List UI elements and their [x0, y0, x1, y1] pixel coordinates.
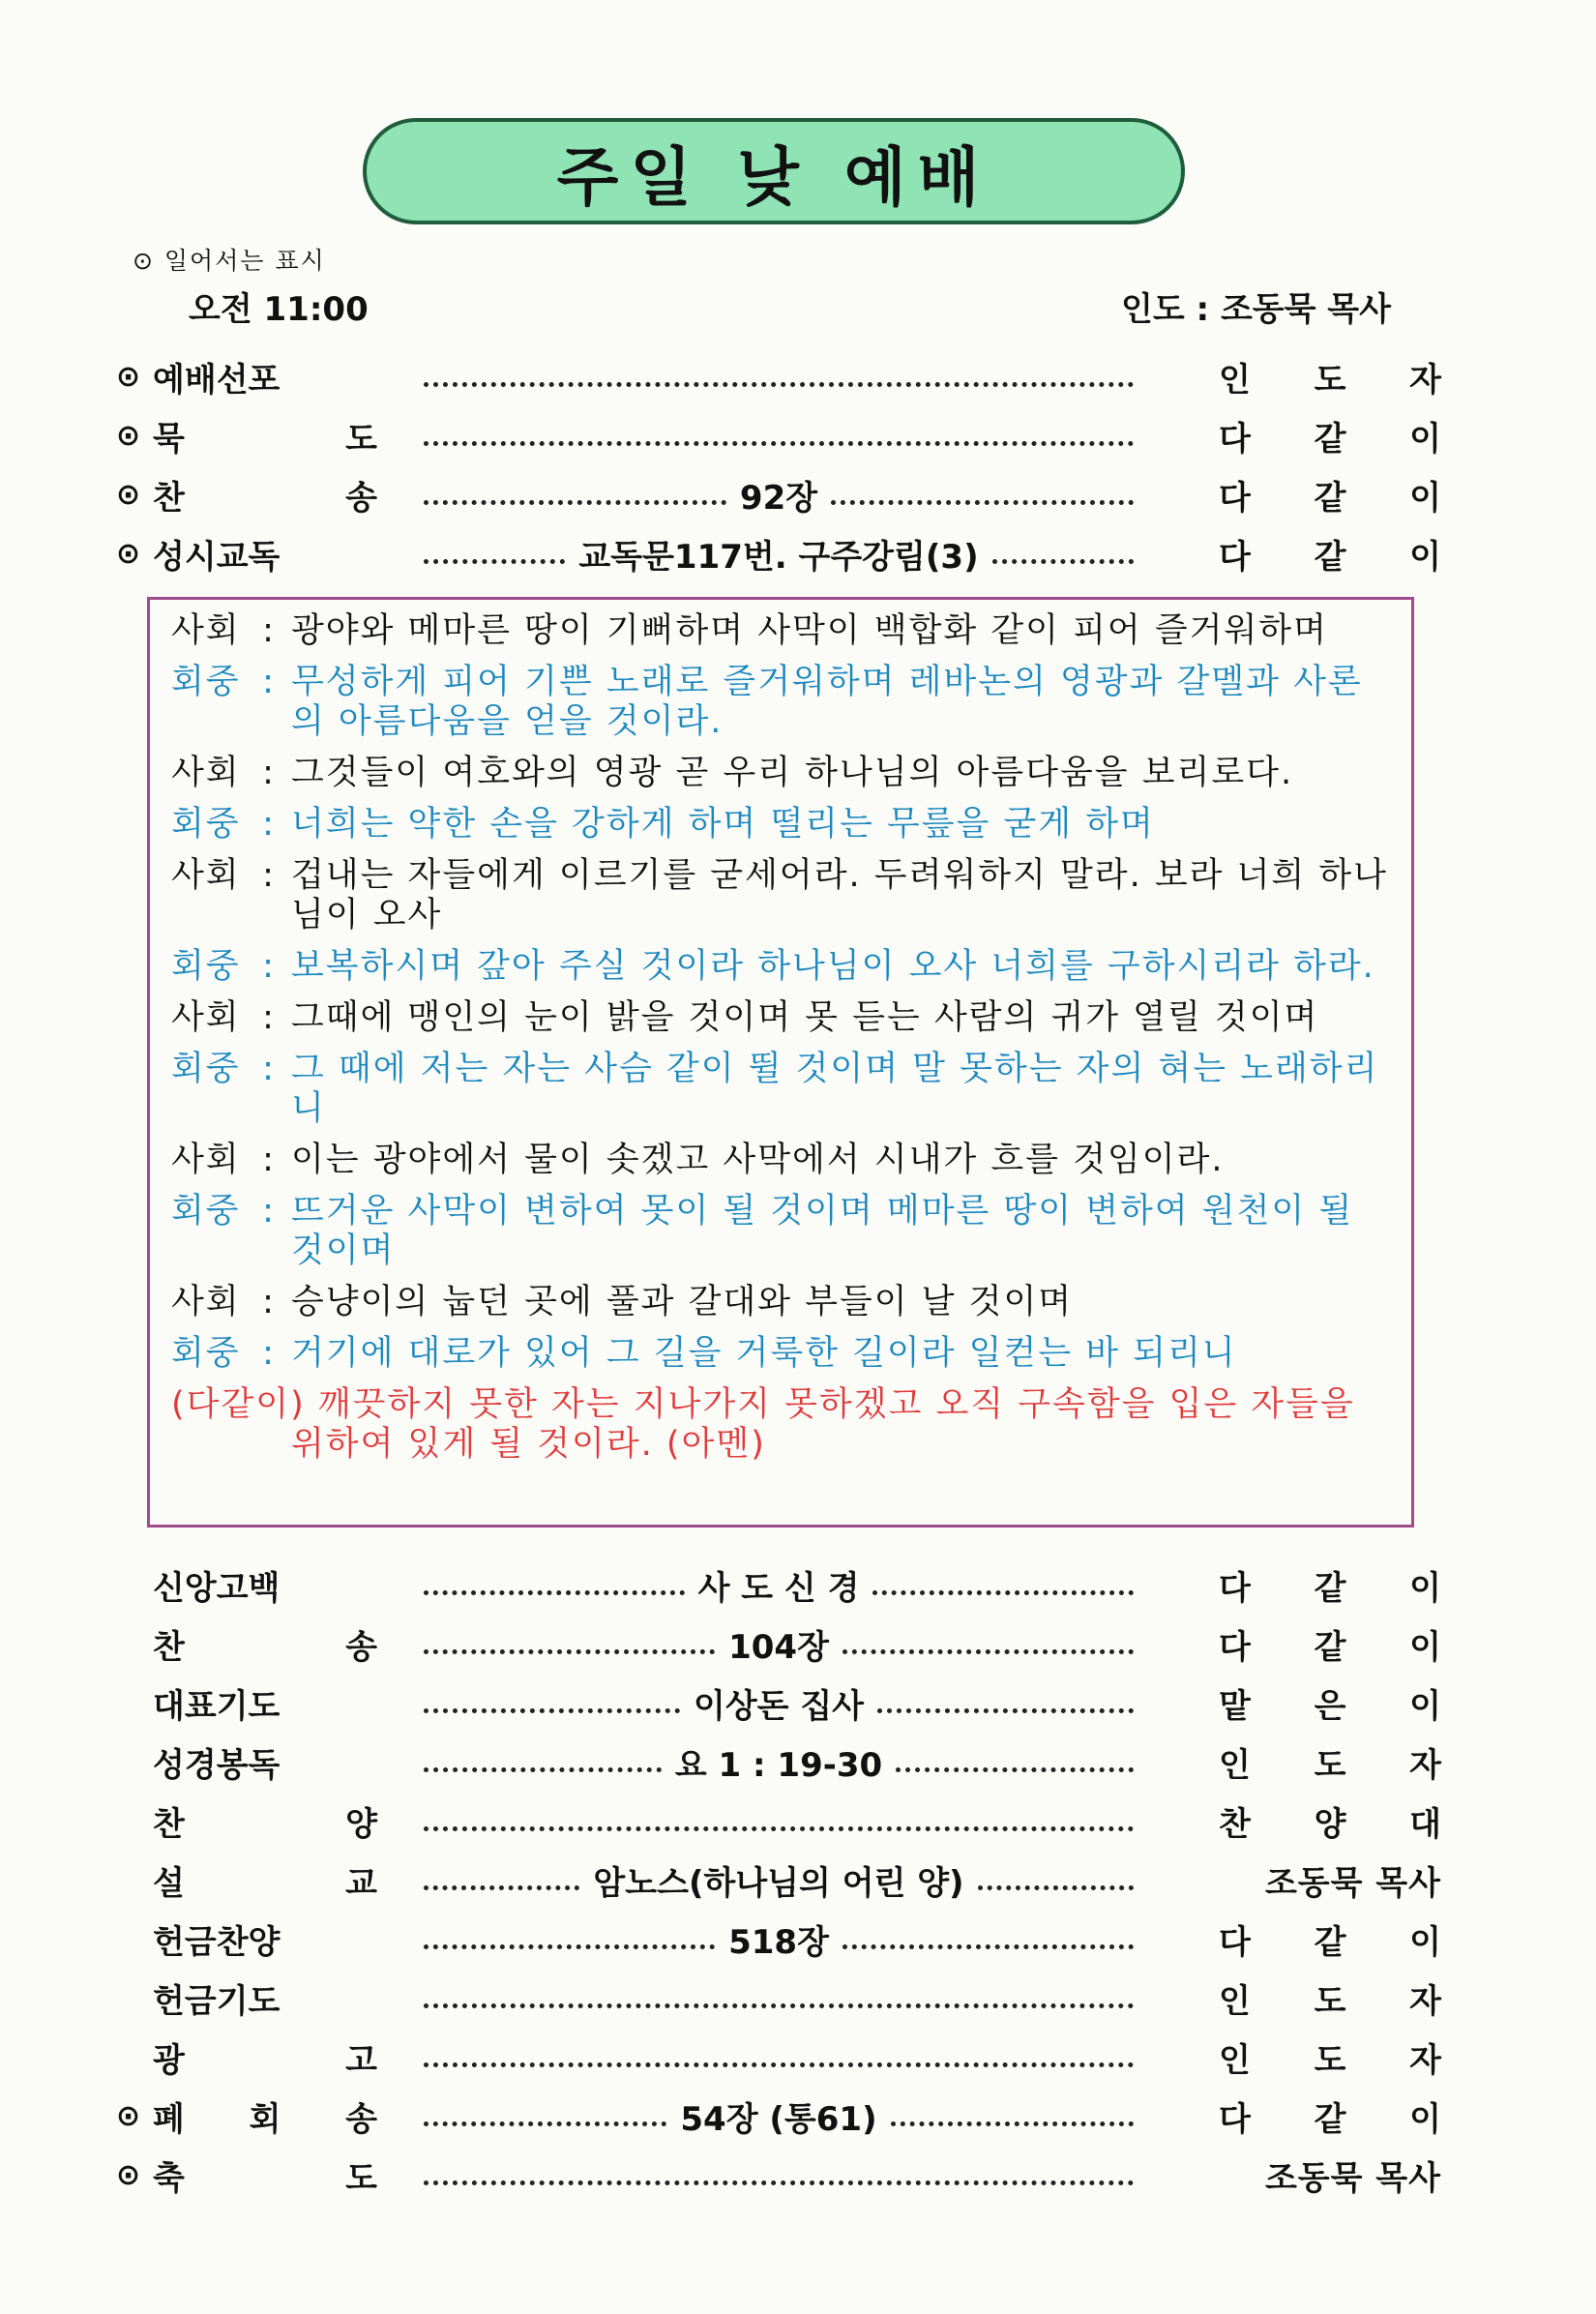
reading-text: 이는 광야에서 물이 솟겠고 사막에서 시내가 흐를 것임이라. [291, 1141, 1225, 1179]
order-item-responsible-part: 같 [1314, 478, 1346, 518]
dot-leader [424, 1649, 715, 1654]
reading-role: 회중 [171, 663, 241, 701]
order-item-name-part: 예배선포 [153, 360, 281, 400]
reading-text: 그때에 맹인의 눈이 밝을 것이며 못 듣는 사람의 귀가 열릴 것이며 [291, 998, 1319, 1037]
order-item-responsible-part: 이 [1409, 1568, 1441, 1608]
order-item-leader-line [416, 1620, 1219, 1668]
reading-colon: : [262, 1192, 276, 1231]
reading-line [171, 611, 1390, 651]
stand-mark-icon: ⊙ [116, 536, 141, 571]
reading-text: 광야와 메마른 땅이 기뻐하며 사막이 백합화 같이 피어 즐거워하며 [291, 611, 1328, 650]
reading-colon: : [262, 947, 276, 986]
reading-text: (다같이) 깨끗하지 못한 자는 지나가지 못하겠고 오직 구속함을 입은 자들을 위하여 있게 될 것이라. (아멘) [171, 1385, 1355, 1464]
reading-line [171, 947, 1390, 987]
reading-line [171, 998, 1390, 1038]
order-row [116, 352, 1441, 400]
order-item-detail: 104장 [728, 1627, 829, 1667]
reading-text: 너희는 약한 손을 강하게 하며 떨리는 무릎을 굳게 하며 [291, 805, 1155, 844]
dot-leader [424, 2121, 666, 2126]
dot-leader [896, 1767, 1134, 1772]
order-item-leader-line [416, 1679, 1219, 1727]
service-time: 오전 11:00 [189, 290, 369, 329]
order-item-responsible-part: 도 [1314, 2040, 1346, 2080]
stand-mark-icon: ⊙ [116, 359, 141, 394]
order-item-responsible-part: 다 [1219, 1922, 1251, 1962]
order-item-responsible [1219, 2092, 1441, 2140]
order-row [116, 1619, 1441, 1668]
order-item-responsible [1219, 1620, 1441, 1668]
order-item-detail: 요 1 : 19-30 [674, 1745, 883, 1785]
order-item-name [153, 2151, 416, 2199]
order-item-responsible [1219, 471, 1441, 519]
order-item-name-part: 송 [345, 478, 377, 518]
order-item-responsible-part: 자 [1409, 1981, 1441, 2021]
reading-line [171, 754, 1390, 793]
order-item-leader-line [416, 1856, 1219, 1904]
order-item-leader-line [416, 2092, 1219, 2140]
order-item-responsible-part: 인 [1219, 1981, 1251, 2021]
order-item-name-part: 찬 [153, 1804, 185, 1844]
dot-leader [842, 1649, 1134, 1654]
order-item-name [153, 2033, 416, 2081]
order-item-leader-line [416, 1915, 1219, 1963]
order-item-name-part: 찬 [153, 1627, 185, 1667]
order-item-responsible-part: 다 [1219, 537, 1251, 577]
order-item-name [153, 1915, 416, 1963]
order-item-name-part: 대표기도 [153, 1686, 281, 1726]
standing-legend: ⊙ 일어서는 표시 [133, 247, 326, 275]
order-item-name [153, 1974, 416, 2022]
reading-role: 사회 [171, 1283, 241, 1321]
reading-line [171, 1050, 1390, 1129]
order-item-detail: 54장 (통61) [680, 2099, 877, 2139]
reading-text: 뜨거운 사막이 변하여 못이 될 것이며 메마른 땅이 변하여 원천이 될 것이며 [291, 1192, 1354, 1270]
order-item-detail: 이상돈 집사 [693, 1686, 865, 1726]
order-item-name-part: 송 [345, 2099, 377, 2139]
order-item-responsible [1219, 530, 1441, 578]
order-item-responsible-part: 은 [1314, 1686, 1346, 1726]
dot-leader [424, 500, 726, 505]
dot-leader [842, 1944, 1134, 1949]
reading-line [171, 1385, 1390, 1465]
order-item-name-part: 묵 [153, 419, 185, 459]
order-item-responsible [1219, 1797, 1441, 1845]
order-item-responsible-part: 대 [1409, 1804, 1441, 1844]
order-item-responsible-part: 같 [1314, 1922, 1346, 1962]
reading-role: 사회 [171, 754, 241, 792]
reading-colon: : [262, 805, 276, 844]
order-item-leader-line [416, 1996, 1219, 2001]
reading-text: 승냥이의 눕던 곳에 풀과 갈대와 부들이 날 것이며 [291, 1283, 1074, 1321]
reading-colon: : [262, 856, 276, 895]
order-item-name-part: 교 [345, 1863, 377, 1903]
reading-colon: : [262, 998, 276, 1037]
order-item-responsible-part: 다 [1219, 1627, 1251, 1667]
order-item-leader-line [416, 530, 1219, 578]
order-item-name-part: 신앙고백 [153, 1568, 281, 1608]
order-item-name [153, 1679, 416, 1727]
order-item-responsible-part: 인 [1219, 1745, 1251, 1785]
order-item-responsible-part: 양 [1314, 1804, 1346, 1844]
reading-text: 무성하게 피어 기쁜 노래로 즐거워하며 레바논의 영광과 갈멜과 사론의 아름다움을 얻을 것이라. [291, 663, 1363, 741]
dot-leader [424, 1767, 662, 1772]
dot-leader [424, 1826, 1134, 1831]
order-item-leader-line [416, 433, 1219, 438]
reading-text: 겁내는 자들에게 이르기를 굳세어라. 두려워하지 말라. 보라 너희 하나님이 오사 [291, 856, 1388, 934]
order-item-name [153, 1856, 416, 1904]
order-item-name [153, 1738, 416, 1786]
order-item-leader-line [416, 2055, 1219, 2060]
order-item-responsible-part: 같 [1314, 419, 1346, 459]
reading-line [171, 1334, 1390, 1374]
reading-role: 사회 [171, 1141, 241, 1179]
order-item-name-part: 도 [345, 419, 377, 459]
order-item-responsible-part: 이 [1409, 419, 1441, 459]
reading-line [171, 1283, 1390, 1322]
order-row [116, 2092, 1441, 2140]
dot-leader [424, 1708, 680, 1713]
order-row [116, 411, 1441, 460]
order-item-leader-line [416, 471, 1219, 519]
page-title: 주일 낮 예배 [556, 139, 991, 215]
order-row [116, 2032, 1441, 2081]
order-item-name-part: 설 [153, 1863, 185, 1903]
title-banner [363, 118, 1185, 224]
dot-leader [424, 382, 1134, 387]
order-item-responsible-part: 도 [1314, 360, 1346, 400]
order-item-name-part: 도 [345, 2158, 377, 2198]
order-item-detail: 518장 [728, 1922, 829, 1962]
order-item-name-part: 헌금찬양 [153, 1922, 281, 1962]
order-item-name-part: 찬 [153, 478, 185, 518]
order-item-detail: 교독문117번. 구주강림(3) [578, 537, 979, 577]
reading-role: 회중 [171, 947, 241, 986]
dot-leader [424, 2062, 1134, 2067]
order-item-leader-line [416, 1561, 1219, 1609]
reading-role: 회중 [171, 1334, 241, 1373]
service-leader: 인도 : 조동묵 목사 [1120, 290, 1391, 329]
order-item-responsible [1219, 353, 1441, 400]
order-item-responsible [1219, 1561, 1441, 1609]
reading-colon: : [262, 611, 276, 650]
order-item-name-part: 폐 [153, 2099, 185, 2139]
order-item-responsible-part: 인 [1219, 360, 1251, 400]
reading-colon: : [262, 1283, 276, 1321]
order-item-name-part: 성시교독 [153, 537, 281, 577]
order-item-responsible-part: 이 [1409, 1922, 1441, 1962]
order-item-responsible-part: 같 [1314, 1568, 1346, 1608]
order-item-responsible-part: 이 [1409, 537, 1441, 577]
order-item-name [153, 530, 416, 578]
order-item-responsible-part: 다 [1219, 478, 1251, 518]
order-item-responsible-part: 다 [1219, 1568, 1251, 1608]
order-item-name-part: 축 [153, 2158, 185, 2198]
reading-text: 그것들이 여호와의 영광 곧 우리 하나님의 아름다움을 보리로다. [291, 754, 1294, 792]
order-row [116, 1973, 1441, 2022]
stand-mark-icon: ⊙ [116, 418, 141, 453]
order-item-leader-line [416, 374, 1219, 379]
order-item-leader-line [416, 2173, 1219, 2178]
reading-role: 사회 [171, 856, 241, 895]
dot-leader [424, 441, 1134, 446]
order-item-name-part: 헌금기도 [153, 1981, 281, 2021]
order-item-responsible-part: 인 [1219, 2040, 1251, 2080]
dot-leader [424, 559, 565, 564]
order-item-responsible-part: 이 [1409, 1686, 1441, 1726]
order-item-responsible-part: 같 [1314, 1627, 1346, 1667]
reading-text: 그 때에 저는 자는 사슴 같이 뛸 것이며 말 못하는 자의 혀는 노래하리니 [291, 1050, 1379, 1128]
order-row [116, 1560, 1441, 1609]
reading-role: 회중 [171, 805, 241, 844]
dot-leader [424, 2003, 1134, 2008]
reading-line [171, 805, 1390, 845]
order-item-responsible-part: 이 [1409, 1627, 1441, 1667]
responsive-reading-box [147, 597, 1414, 1528]
reading-text: 거기에 대로가 있어 그 길을 거룩한 길이라 일컫는 바 되리니 [291, 1334, 1237, 1373]
order-item-responsible-part: 맡 [1219, 1686, 1251, 1726]
reading-line [171, 856, 1390, 935]
dot-leader [424, 1590, 685, 1595]
order-row [116, 2151, 1441, 2199]
order-item-responsible [1219, 1974, 1441, 2022]
order-item-leader-line [416, 1819, 1219, 1824]
order-item-name-part: 성경봉독 [153, 1745, 281, 1785]
reading-role: 회중 [171, 1192, 241, 1231]
order-item-responsible [1219, 412, 1441, 460]
reading-colon: : [262, 1050, 276, 1088]
order-item-name-part: 양 [345, 1804, 377, 1844]
order-item-responsible: 조동묵 목사 [1264, 1863, 1441, 1903]
reading-role: 사회 [171, 998, 241, 1037]
order-item-responsible-part: 이 [1409, 478, 1441, 518]
order-item-responsible-part: 도 [1314, 1981, 1346, 2021]
reading-colon: : [262, 754, 276, 792]
dot-leader [424, 1944, 715, 1949]
order-item-responsible: 조동묵 목사 [1264, 2158, 1441, 2198]
dot-leader [831, 500, 1134, 505]
order-item-responsible-part: 자 [1409, 2040, 1441, 2080]
order-row [116, 470, 1441, 519]
order-item-name [153, 1561, 416, 1609]
order-row [116, 529, 1441, 578]
order-item-responsible-part: 찬 [1219, 1804, 1251, 1844]
order-item-detail: 92장 [739, 478, 818, 518]
dot-leader [877, 1708, 1134, 1713]
reading-line [171, 1141, 1390, 1180]
order-item-responsible [1219, 2033, 1441, 2081]
dot-leader [872, 1590, 1134, 1595]
reading-text: 보복하시며 갚아 주실 것이라 하나님이 오사 너희를 구하시리라 하라. [291, 947, 1375, 986]
order-item-responsible-part: 도 [1314, 1745, 1346, 1785]
order-item-name [153, 471, 416, 519]
reading-role: 회중 [171, 1050, 241, 1088]
order-item-responsible-part: 다 [1219, 2099, 1251, 2139]
order-item-detail: 암노스(하나님의 어린 양) [593, 1863, 964, 1903]
order-item-name [153, 2092, 416, 2140]
order-item-name [153, 1620, 416, 1668]
reading-line [171, 1192, 1390, 1271]
stand-mark-icon: ⊙ [116, 2098, 141, 2133]
order-item-responsible-part: 같 [1314, 2099, 1346, 2139]
reading-colon: : [262, 1141, 276, 1179]
dot-leader [978, 1885, 1134, 1890]
order-item-responsible [1219, 1738, 1441, 1786]
order-item-responsible [1219, 1679, 1441, 1727]
order-item-responsible-part: 자 [1409, 1745, 1441, 1785]
reading-colon: : [262, 1334, 276, 1373]
order-item-name-part: 회 [249, 2099, 281, 2139]
dot-leader [424, 1885, 579, 1890]
order-row [116, 1914, 1441, 1963]
order-item-name-part: 송 [345, 1627, 377, 1667]
dot-leader [891, 2121, 1134, 2126]
order-item-name [153, 412, 416, 460]
reading-line [171, 663, 1390, 742]
stand-mark-icon: ⊙ [116, 2157, 141, 2192]
order-item-name [153, 353, 416, 400]
order-item-name-part: 광 [153, 2040, 185, 2080]
dot-leader [992, 559, 1134, 564]
order-item-responsible-part: 이 [1409, 2099, 1441, 2139]
order-item-responsible-part: 자 [1409, 360, 1441, 400]
reading-role: 사회 [171, 611, 241, 650]
order-item-responsible [1219, 1915, 1441, 1963]
dot-leader [424, 2180, 1134, 2185]
order-item-leader-line [416, 1738, 1219, 1786]
order-item-name [153, 1797, 416, 1845]
reading-colon: : [262, 663, 276, 701]
order-row [116, 1678, 1441, 1727]
order-row [116, 1796, 1441, 1845]
order-row [116, 1855, 1441, 1904]
stand-mark-icon: ⊙ [116, 477, 141, 512]
order-item-name-part: 고 [345, 2040, 377, 2080]
order-item-responsible-part: 같 [1314, 537, 1346, 577]
order-item-detail: 사 도 신 경 [697, 1568, 860, 1608]
order-row [116, 1737, 1441, 1786]
order-item-responsible-part: 다 [1219, 419, 1251, 459]
